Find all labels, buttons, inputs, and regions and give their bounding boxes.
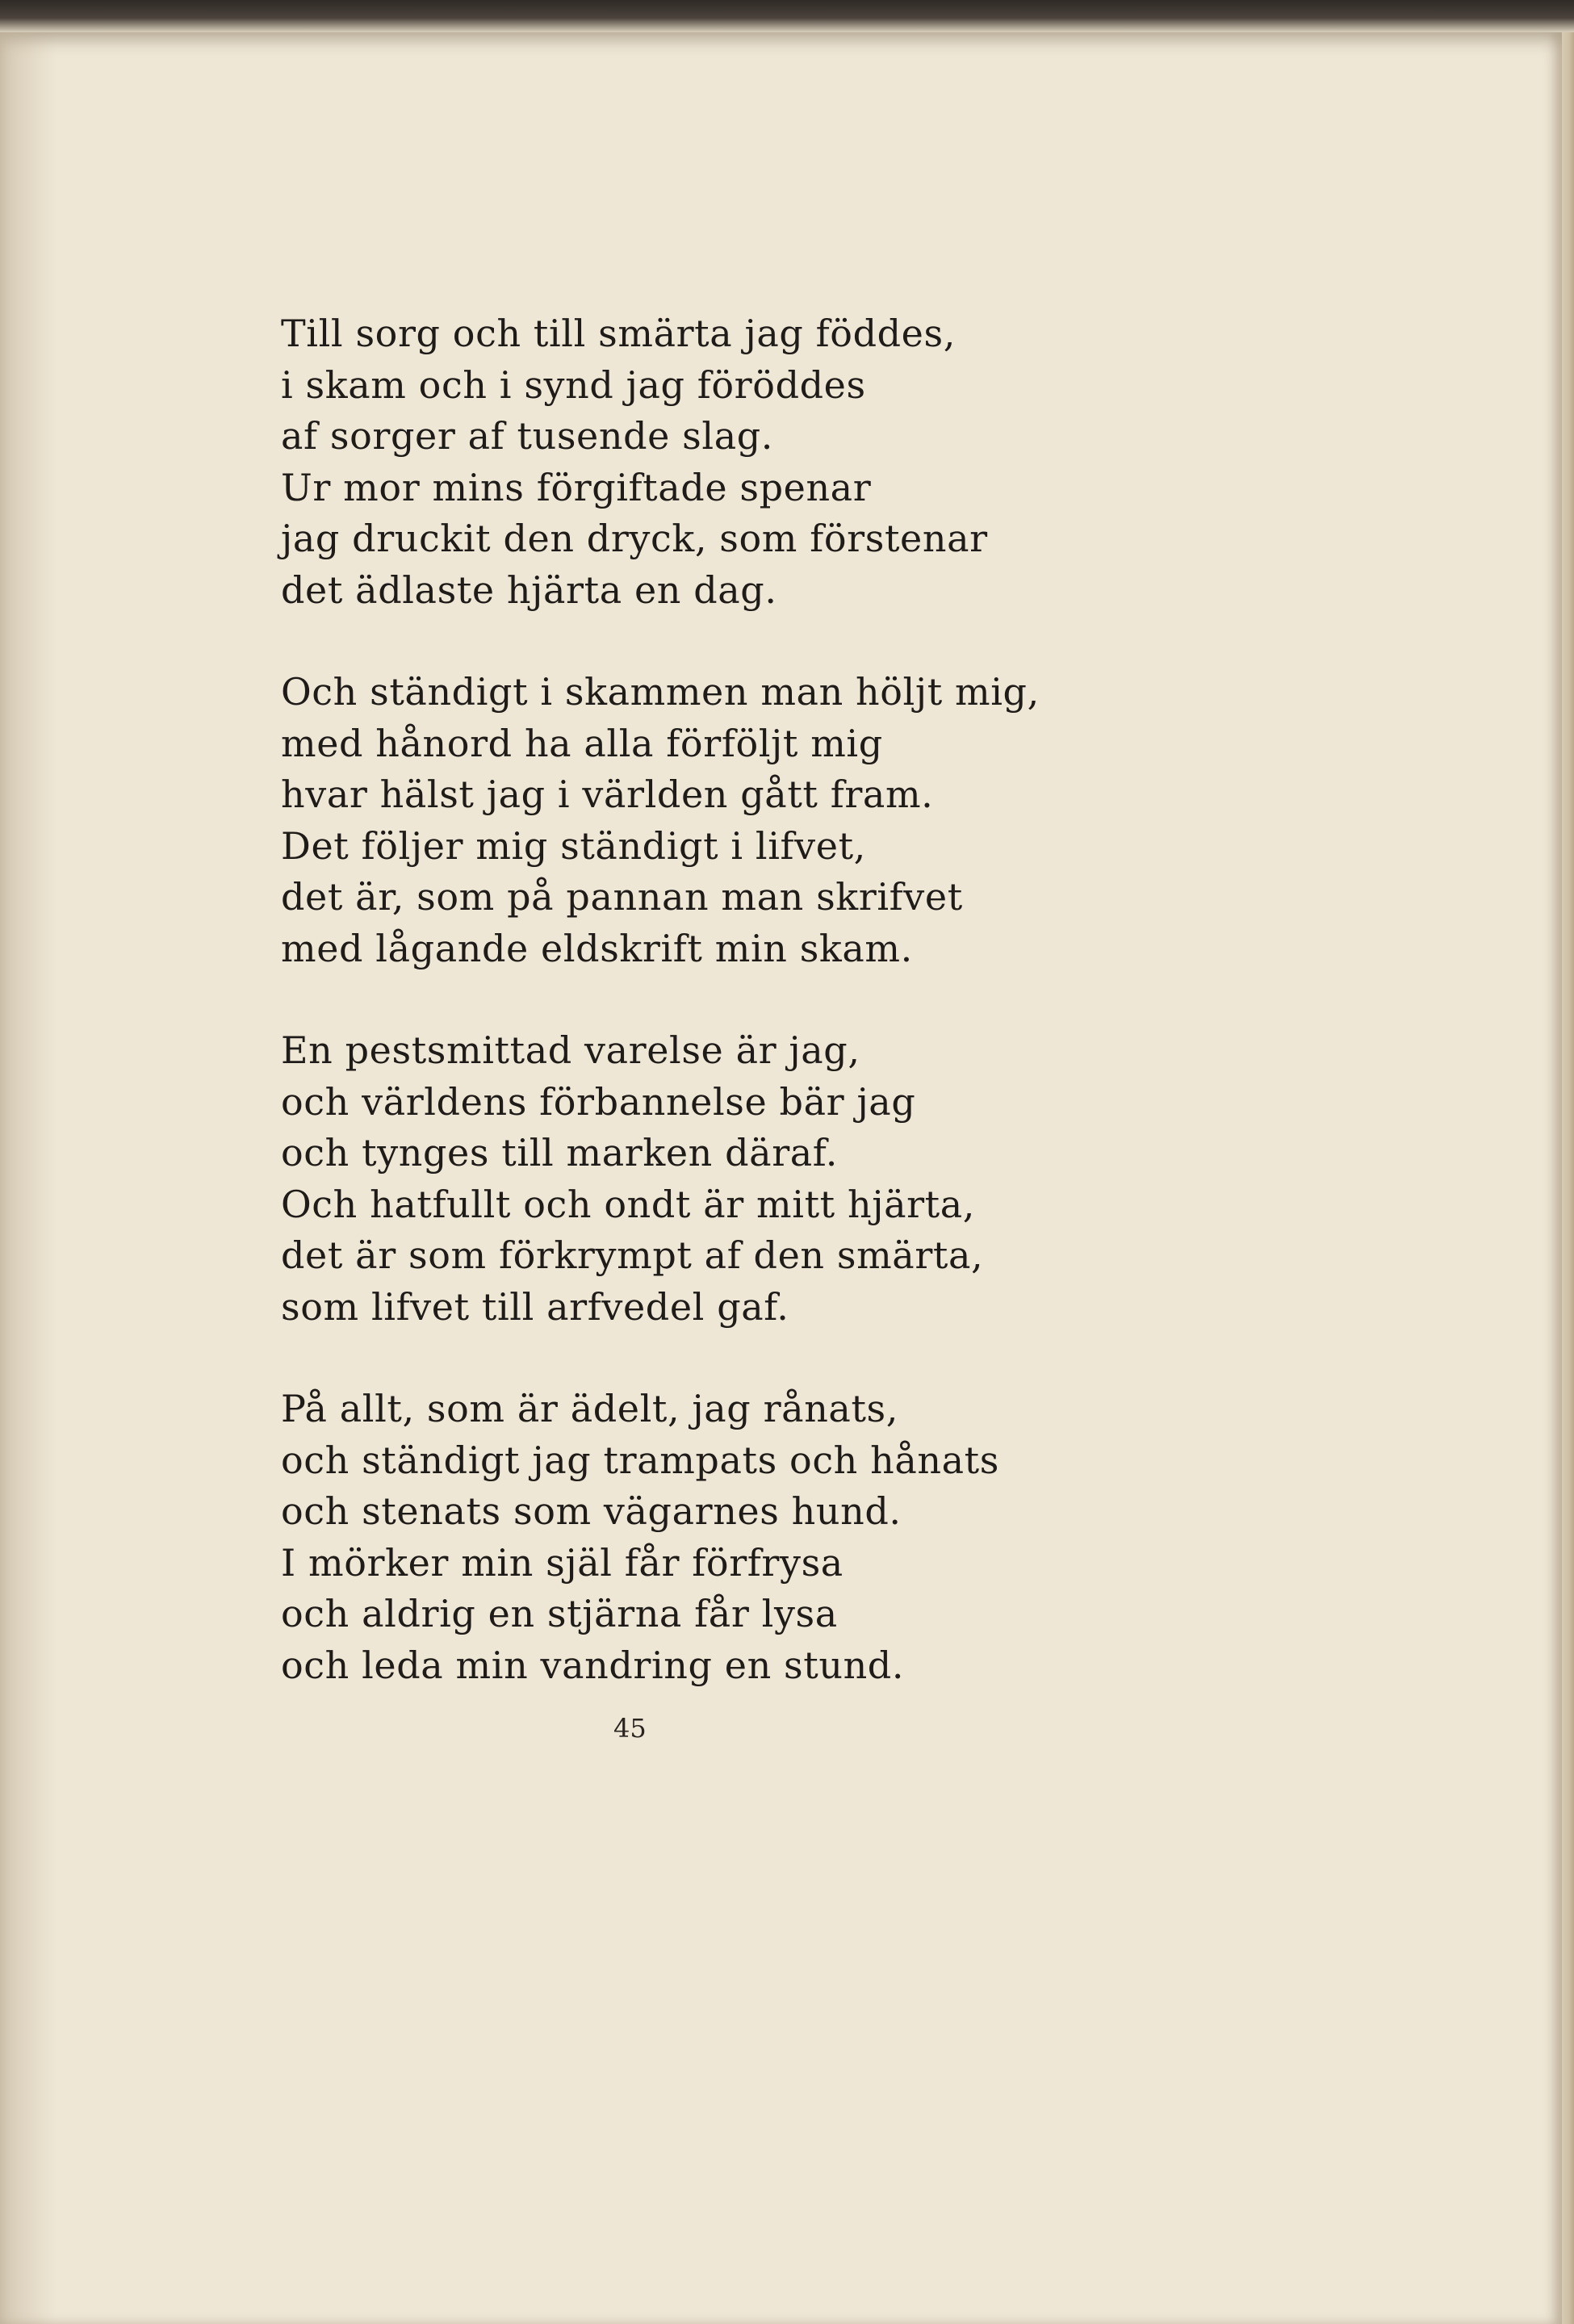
poem-line: och tynges till marken däraf.: [281, 1131, 839, 1175]
poem-line: I mörker min själ får förfrysa: [281, 1540, 844, 1585]
stanza: [281, 1025, 1088, 1333]
poem-line: det är som förkrympt af den smärta,: [281, 1233, 984, 1277]
poem-line: och leda min vandring en stund.: [281, 1643, 905, 1687]
poem-line: På allt, som är ädelt, jag rånats,: [281, 1387, 898, 1430]
stanza: [281, 667, 1088, 974]
poem-line: Till sorg och till smärta jag föddes,: [281, 312, 956, 355]
poem-line: med lågande eldskrift min skam.: [281, 926, 913, 970]
poem-line: En pestsmittad varelse är jag,: [281, 1028, 860, 1072]
poem-line: och ständigt jag trampats och hånats: [281, 1438, 999, 1482]
poem-line: med hånord ha alla förföljt mig: [281, 721, 883, 765]
stanza: [281, 1384, 1088, 1691]
poem-line: Och ständigt i skammen man höljt mig,: [281, 670, 1040, 714]
poem-line: som lifvet till arfvedel gaf.: [281, 1284, 789, 1329]
poem-line: Det följer mig ständigt i lifvet,: [281, 823, 866, 868]
gutter-shadow: [0, 32, 57, 2324]
poem-line: Och hatfullt och ondt är mitt hjärta,: [281, 1182, 976, 1226]
poem-line: och världens förbannelse bär jag: [281, 1079, 916, 1124]
page-edge: [1562, 32, 1574, 2324]
stanza: [281, 308, 1088, 616]
poem-line: i skam och i synd jag föröddes: [281, 362, 866, 407]
poem-line: Ur mor mins förgiftade spenar: [281, 465, 872, 509]
poem-line: det ädlaste hjärta en dag.: [281, 567, 777, 612]
poem-line: det är, som på pannan man skrifvet: [281, 875, 963, 919]
page-number: 45: [613, 1713, 647, 1744]
poem-line: och aldrig en stjärna får lysa: [281, 1592, 838, 1635]
poem: [281, 308, 1088, 1691]
poem-line: hvar hälst jag i världen gått fram.: [281, 773, 934, 816]
poem-line: jag druckit den dryck, som förstenar: [281, 517, 988, 560]
poem-line: och stenats som vägarnes hund.: [281, 1489, 902, 1533]
poem-line: af sorger af tusende slag.: [281, 414, 773, 458]
